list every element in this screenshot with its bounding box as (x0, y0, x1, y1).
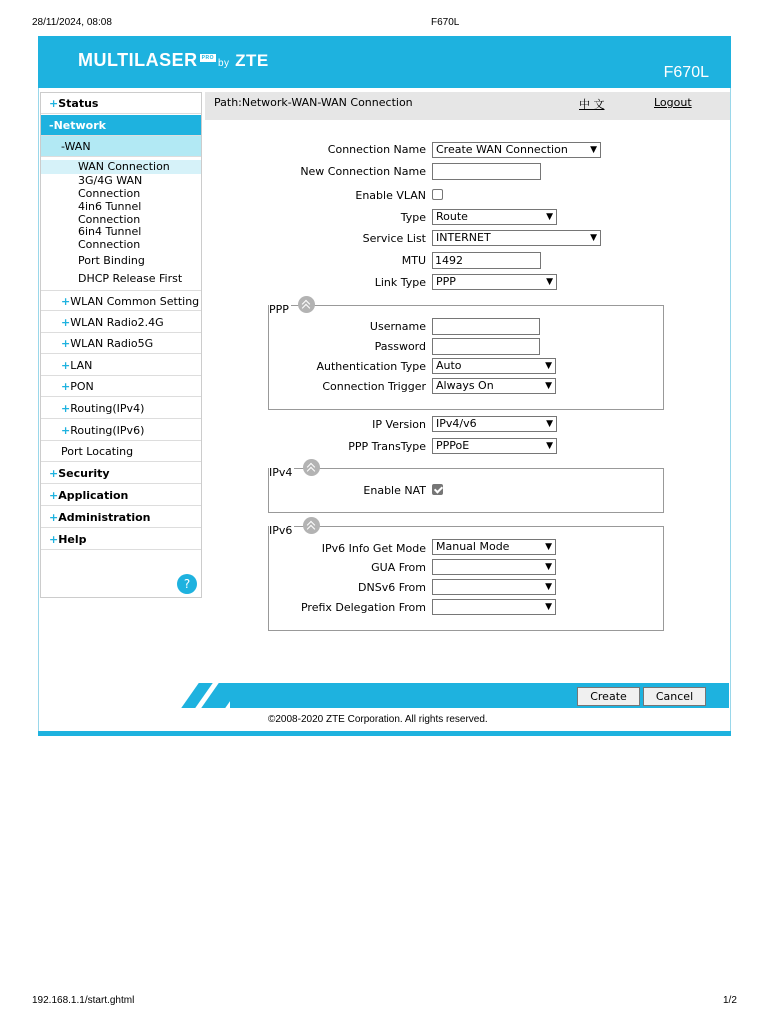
chevron-down-icon: ▼ (545, 582, 552, 592)
sidebar-item-3g4g-wan[interactable]: 3G/4G WAN Connection (78, 174, 143, 200)
plus-icon: + (61, 295, 71, 308)
sidebar-item-application[interactable]: +Application (41, 485, 201, 506)
cancel-button[interactable]: Cancel (643, 687, 706, 706)
chevron-down-icon: ▼ (546, 441, 553, 451)
gua-from-select[interactable] (432, 559, 556, 575)
mtu-input[interactable]: 1492 (432, 252, 541, 269)
plus-icon: + (49, 97, 59, 110)
dnsv6-from-label: DNSv6 From (358, 581, 426, 594)
sidebar-item-port-locating[interactable]: Port Locating (41, 441, 201, 462)
ipv6-info-mode-select[interactable]: Manual Mode ▼ (432, 539, 556, 555)
prefix-delegation-label: Prefix Delegation From (300, 601, 426, 614)
chevron-down-icon: ▼ (545, 381, 552, 391)
plus-icon: + (61, 359, 71, 372)
enable-nat-label: Enable NAT (363, 484, 426, 497)
enable-vlan-label: Enable VLAN (355, 189, 426, 202)
ppp-collapse-icon[interactable] (298, 296, 315, 313)
connection-name-select[interactable]: Create WAN Connection ▼ (432, 142, 601, 158)
sidebar-item-help[interactable]: +Help (41, 529, 201, 550)
sidebar-item-routing-ipv6[interactable]: +Routing(IPv6) (41, 420, 201, 441)
sidebar-item-port-binding[interactable]: Port Binding (78, 254, 145, 267)
connection-trigger-select[interactable]: Always On ▼ (432, 378, 556, 394)
path-bar (205, 92, 730, 120)
sidebar-item-4in6-tunnel[interactable]: 4in6 Tunnel Connection (78, 200, 142, 226)
plus-icon: + (61, 424, 71, 437)
plus-icon: + (61, 316, 71, 329)
sidebar-item-wan-connection[interactable]: WAN Connection (41, 160, 201, 174)
print-datetime: 28/11/2024, 08:08 (32, 17, 112, 28)
sidebar-item-dhcp-release[interactable]: DHCP Release First (78, 272, 183, 285)
chevron-down-icon: ▼ (545, 361, 552, 371)
ipv4-group (268, 468, 664, 513)
print-page: 1/2 (723, 995, 737, 1006)
type-label: Type (400, 211, 426, 224)
sidebar-item-status[interactable]: +Status (41, 93, 201, 114)
chevron-down-icon: ▼ (590, 233, 597, 243)
logout-link[interactable]: Logout (654, 96, 692, 109)
ipv4-collapse-icon[interactable] (303, 459, 320, 476)
service-list-label: Service List (362, 232, 426, 245)
link-type-select[interactable]: PPP ▼ (432, 274, 557, 290)
model-name: F670L (663, 64, 709, 81)
auth-type-label: Authentication Type (316, 360, 426, 373)
print-title: F670L (431, 17, 460, 28)
copyright-text: ©2008-2020 ZTE Corporation. All rights reserved. (268, 714, 488, 725)
chevron-down-icon: ▼ (545, 562, 552, 572)
gua-from-label: GUA From (371, 561, 426, 574)
sidebar-item-pon[interactable]: +PON (41, 376, 201, 397)
plus-icon: + (61, 402, 71, 415)
ip-version-select[interactable]: IPv4/v6 ▼ (432, 416, 557, 432)
sidebar-item-administration[interactable]: +Administration (41, 507, 201, 528)
sidebar-item-lan[interactable]: +LAN (41, 355, 201, 376)
sidebar-item-wan[interactable]: -WAN (41, 136, 201, 157)
mtu-label: MTU (401, 254, 426, 267)
plus-icon: + (49, 511, 59, 524)
link-type-label: Link Type (374, 276, 426, 289)
plus-icon: + (61, 380, 71, 393)
header-banner (38, 36, 731, 88)
sidebar-item-wlan-5g[interactable]: +WLAN Radio5G (41, 333, 201, 354)
sidebar-item-network[interactable]: -Network (41, 115, 201, 136)
chevron-down-icon: ▼ (546, 212, 553, 222)
sidebar-item-routing-ipv4[interactable]: +Routing(IPv4) (41, 398, 201, 419)
ip-version-label: IP Version (372, 418, 426, 431)
connection-name-label: Connection Name (327, 143, 426, 156)
enable-vlan-checkbox[interactable] (432, 189, 443, 200)
plus-icon: + (49, 533, 59, 546)
language-link[interactable]: 中 文 (579, 98, 605, 111)
plus-icon: + (61, 337, 71, 350)
sidebar-nav (40, 92, 202, 598)
username-input[interactable] (432, 318, 540, 335)
ipv6-group-label: IPv6 (269, 524, 293, 537)
username-label: Username (369, 320, 426, 333)
sidebar-item-6in4-tunnel[interactable]: 6in4 Tunnel Connection (78, 225, 142, 251)
sidebar-item-wlan-24g[interactable]: +WLAN Radio2.4G (41, 312, 201, 333)
ipv6-info-mode-label: IPv6 Info Get Mode (321, 542, 426, 555)
connection-trigger-label: Connection Trigger (322, 380, 426, 393)
ppp-transtype-select[interactable]: PPPoE ▼ (432, 438, 557, 454)
auth-type-select[interactable]: Auto ▼ (432, 358, 556, 374)
service-list-select[interactable]: INTERNET ▼ (432, 230, 601, 246)
password-label: Password (374, 340, 426, 353)
chevron-down-icon: ▼ (545, 602, 552, 612)
chevron-down-icon: ▼ (546, 277, 553, 287)
ipv4-group-label: IPv4 (269, 466, 293, 479)
type-select[interactable]: Route ▼ (432, 209, 557, 225)
print-url: 192.168.1.1/start.ghtml (32, 995, 135, 1006)
new-connection-name-label: New Connection Name (300, 165, 426, 178)
prefix-delegation-select[interactable] (432, 599, 556, 615)
chevron-down-icon: ▼ (590, 145, 597, 155)
help-icon[interactable]: ? (177, 574, 197, 594)
brand-logo: MULTILASER PRO by ZTE (78, 50, 269, 70)
password-input[interactable] (432, 338, 540, 355)
sidebar-item-security[interactable]: +Security (41, 463, 201, 484)
ipv6-collapse-icon[interactable] (303, 517, 320, 534)
sidebar-item-wlan-common[interactable]: +WLAN Common Setting (41, 290, 201, 311)
chevron-down-icon: ▼ (545, 542, 552, 552)
breadcrumb: Path:Network-WAN-WAN Connection (214, 96, 413, 109)
chevron-down-icon: ▼ (546, 419, 553, 429)
ppp-group-label: PPP (269, 303, 289, 316)
plus-icon: + (49, 467, 59, 480)
dnsv6-from-select[interactable] (432, 579, 556, 595)
new-connection-name-input[interactable] (432, 163, 541, 180)
ppp-transtype-label: PPP TransType (348, 440, 426, 453)
plus-icon: + (49, 489, 59, 502)
enable-nat-checkbox[interactable] (432, 484, 443, 495)
create-button[interactable]: Create (577, 687, 640, 706)
bottom-line (38, 731, 731, 736)
